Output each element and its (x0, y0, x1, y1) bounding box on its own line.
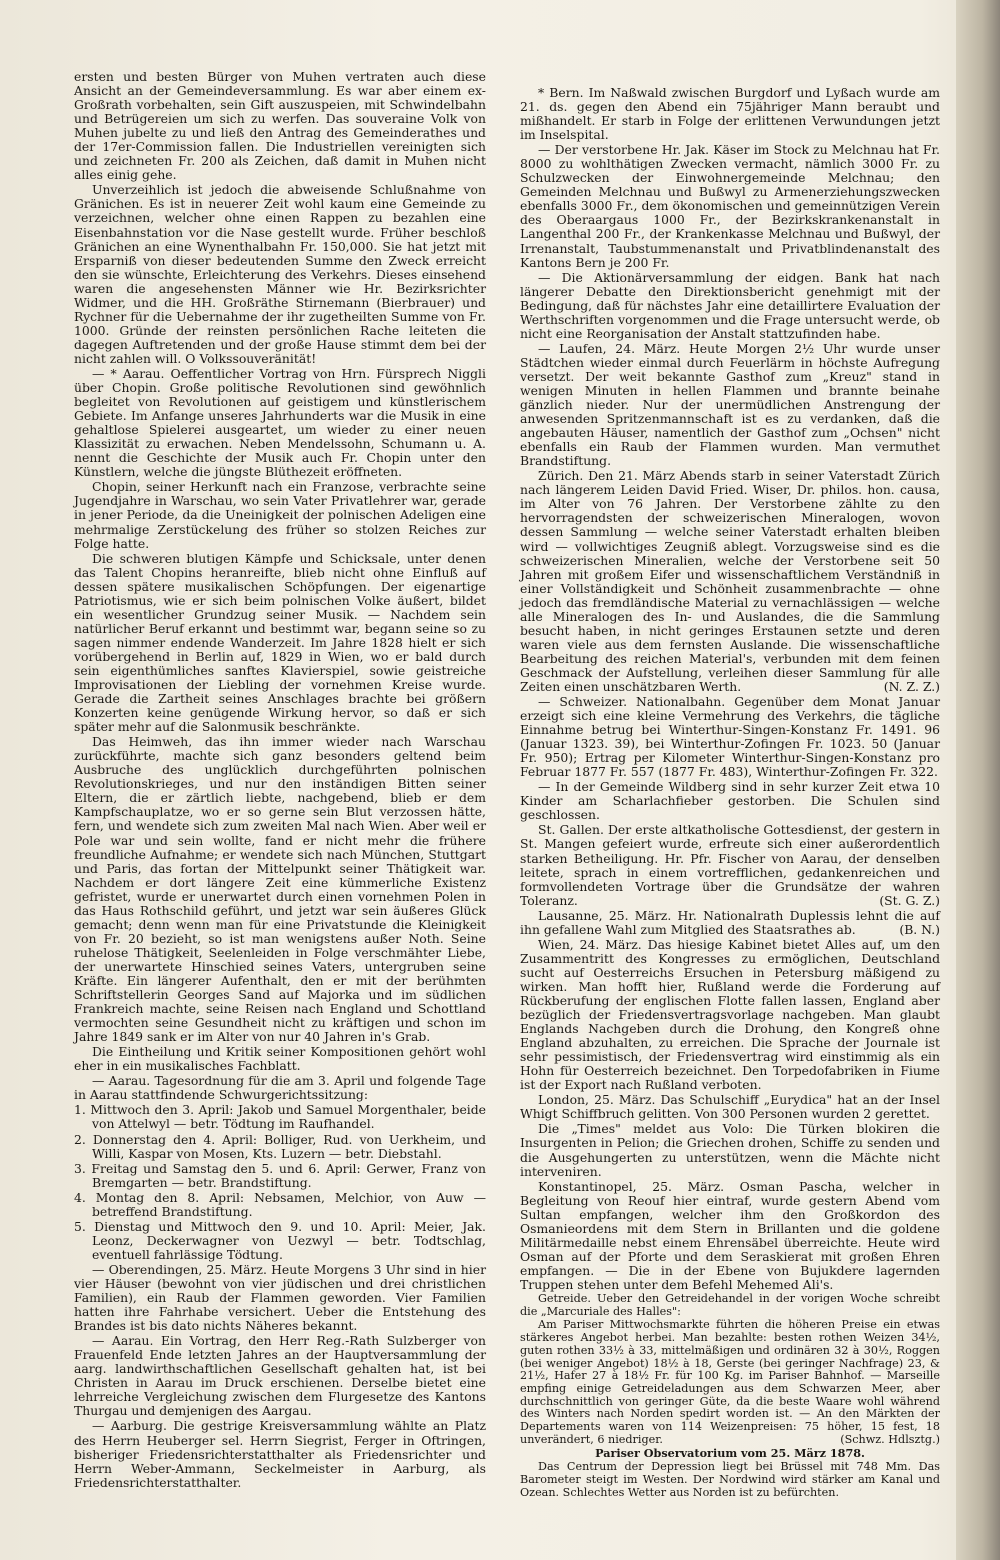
paragraph-text: Die schweren blutigen Kämpfe und Schicksale, unter denen das Talent Chopins heranreifte, blieb nicht ohne Einfluß auf dessen spätere musikalischen Schöpfungen. Der eigenartige Patriotismus, wie er sich beim polnischen Volke äußert, bildet ein wesentlicher Grundzug seiner Musik. — Nachdem sein natürlicher Beruf erkannt und bestimmt war, begann seine so zu sagen nimmer endende Wanderzeit. Im Jahre 1828 hielt er sich vorübergehend in Berlin auf, 1829 in Wien, wo er bald durch sein eigenthümliches sanftes Klavierspiel, sowie geistreiche Improvisationen der Liebling der vornehmen Kreise wurde. Gerade die Zartheit seines Anschlages brachte bei größern Konzerten keine genügende Wirkung hervor, so daß er sich später mehr auf die Salonmusik beschränkte. (74, 550, 486, 735)
paragraph-text: Lausanne, 25. März. Hr. Nationalrath Duplessis lehnt die auf ihn gefallene Wahl zum Mitglied des Staatsrathes ab. (520, 907, 940, 937)
right-column-paragraph (520, 780, 940, 822)
right-column (520, 86, 940, 1500)
left-column (74, 70, 486, 1491)
paragraph-text: — In der Gemeinde Wildberg sind in sehr kurzer Zeit etwa 10 Kinder am Scharlachfieber gestorben. Die Schulen sind geschlossen. (520, 779, 940, 823)
left-column-paragraph (74, 1263, 486, 1333)
paragraph-text: Am Pariser Mittwochsmarkte führten die höheren Preise ein etwas stärkeres Angebot herbei. Man bezahlte: besten rothen Weizen 34½, guten rothen 33½ à 33, mittelmäßigen und ordinären 32 à 30½, Roggen (bei weniger Angebot) 18½ à 18, Gerste (bei geringer Nachfrage) 23, & 21½, Hafer 27 à 18½ Fr. für 100 Kg. im Pariser Bahnhof. — Marseille empfing einige Getreideladungen aus dem Schwarzen Meer, aber durchschnittlich von geringer Güte, da die beste Waare wohl während des Winters nach Norden spedirt worden ist. — An den Märkten der Departements waren von 114 Weizenpreisen: 75 höher, 15 fest, 18 unverändert, 6 niedriger. (520, 1318, 940, 1446)
right-column-paragraph (520, 143, 940, 269)
paragraph-text: — Aarburg. Die gestrige Kreisversammlung wählte an Platz des Herrn Heuberger sel. Herrn Siegrist, Ferger in Oftringen, bisheriger Friedensrichterstatthalter als Friedensrichter und Herrn Weber-Ammann, Seckelmeister in Aarburg, als Friedensrichterstatthalter. (74, 1418, 486, 1490)
source-signature: (N. Z. Z.) (883, 678, 940, 694)
right-column-paragraph (520, 1122, 940, 1178)
paragraph-text: 5. Dienstag und Mittwoch den 9. und 10. April: Meier, Jak. Leonz, Deckerwagner von Uezwyl — betr. Todtschlag, eventuell fahrlässige Tödtung. (74, 1218, 486, 1262)
left-column-paragraph (74, 1045, 486, 1073)
right-column-paragraph (520, 1461, 940, 1499)
paragraph-text: Pariser Observatorium vom 25. März 1878. (595, 1446, 865, 1461)
paragraph-text: — Laufen, 24. März. Heute Morgen 2½ Uhr wurde unser Städtchen wieder einmal durch Feuerlärm in höchste Aufregung versetzt. Der weit bekannte Gasthof zum „Kreuz" stand in wenigen Minuten in hellen Flammen und brannte beinahe gänzlich nieder. Nur der unermüdlichen Anstrengung der anwesenden Spritzenmannschaft ist es zu verdanken, daß die angebauten Häuser, namentlich der Gasthof zum „Ochsen" nicht ebenfalls ein Raub der Flammen wurden. Man vermuthet Brandstiftung. (520, 340, 940, 469)
paragraph-text: Unverzeihlich ist jedoch die abweisende Schlußnahme von Gränichen. Es ist in neuerer Zeit wohl kaum eine Gemeinde zu verzeichnen, welcher ohne einen Rappen zu bezahlen eine Eisenbahnstation vor die Nase gestellt wurde. Früher beschloß Gränichen an eine Wynenthalbahn Fr. 150,000. Sie hat jetzt mit Ersparniß von dieser bedeutenden Summe den Zweck erreicht den sie wünschte, Erleichterung des Verkehrs. Dieses einsehend waren die angesehensten Männer wie Hr. Bezirksrichter Widmer, und die HH. Großräthe Stirnemann (Bierbrauer) und Rychner für die Uebernahme der ihr zugetheilten Summe von Fr. 1000. Gründe der reinsten persönlichen Rache leiteten die dagegen Auftretenden und der große Hause stimmt dem bei der nicht zahlen will. O Volkssouveränität! (74, 182, 486, 366)
paragraph-text: — Aarau. Ein Vortrag, den Herr Reg.-Rath Sulzberger von Frauenfeld Ende letzten Jahres an der Hauptversammlung der aarg. landwirthschaftlichen Gesellschaft gehalten hat, ist bei Christen in Aarau im Druck erschienen. Derselbe bietet eine lehrreiche Vergleichung zwischen dem Flurgesetze des Kantons Thurgau und demjenigen des Aargau. (74, 1333, 486, 1419)
paragraph-text: — Schweizer. Nationalbahn. Gegenüber dem Monat Januar erzeigt sich eine kleine Vermehrung des Verkehrs, die tägliche Einnahme betrug bei Winterthur-Singen-Konstanz Fr. 1491. 96 (Januar 1323. 39), bei Winterthur-Zofingen Fr. 1023. 50 (Januar Fr. 950); Ertrag per Kilometer Winterthur-Singen-Konstanz pro Februar 1877 Fr. 557 (1877 Fr. 483), Winterthur-Zofingen Fr. 322. (520, 694, 940, 780)
right-column-paragraph (520, 1293, 940, 1318)
right-column-paragraph (520, 86, 940, 142)
right-column-paragraph (520, 342, 940, 468)
paragraph-text: 3. Freitag und Samstag den 5. und 6. April: Gerwer, Franz von Bremgarten — betr. Brandstiftung. (74, 1160, 486, 1190)
right-column-paragraph (520, 1447, 940, 1460)
book-spine-shadow (956, 0, 1000, 1560)
left-column-paragraph (74, 1074, 486, 1102)
source-signature: (Schwz. Hdlsztg.) (840, 1432, 940, 1446)
paragraph-text: 4. Montag den 8. April: Nebsamen, Melchior, von Auw — betreffend Brandstiftung. (74, 1189, 486, 1219)
left-column-paragraph (74, 735, 486, 1044)
paragraph-text: 2. Donnerstag den 4. April: Bolliger, Rud. von Uerkheim, und Willi, Kaspar von Mosen, Kts. Luzern — betr. Diebstahl. (74, 1131, 486, 1161)
paragraph-text: Konstantinopel, 25. März. Osman Pascha, welcher in Begleitung von Reouf hier eintraf, wurde gestern Abend vom Sultan empfangen, welcher ihm den Großkordon des Osmanieordens mit dem Stern in Brillanten und die goldene Militärmedaille nebst einem Ehrensäbel überreichte. Heute wird Osman auf der Pforte und dem Seraskierat mit großen Ehren empfangen. — Die in der Ebene von Bujukdere lagernden Truppen stehen unter dem Befehl Mehemed Ali's. (520, 1178, 940, 1292)
paragraph-text: St. Gallen. Der erste altkatholische Gottesdienst, der gestern in St. Mangen gefeiert wurde, erfreute sich einer außerordentlich starken Betheiligung. Hr. Pfr. Fischer von Aarau, der denselben leitete, sprach in einem vortrefflichen, gedankenreichen und formvollendeten Vortrage über die Grundsätze der wahren Toleranz. (520, 822, 940, 908)
right-column-paragraph (520, 823, 940, 907)
left-column-paragraph (74, 1162, 486, 1190)
left-column-paragraph (74, 183, 486, 366)
right-column-paragraph (520, 1180, 940, 1292)
right-column-paragraph (520, 1093, 940, 1121)
left-column-paragraph (74, 1334, 486, 1418)
left-column-paragraph (74, 1103, 486, 1131)
paragraph-text: — Oberendingen, 25. März. Heute Morgens 3 Uhr sind in hier vier Häuser (bewohnt von vier jüdischen und drei christlichen Familien), ein Raub der Flammen geworden. Vier Familien hatten ihre Fahrhabe versichert. Ueber die Entstehung des Brandes ist bis dato nichts Näheres bekannt. (74, 1261, 486, 1334)
left-column-paragraph (74, 1419, 486, 1489)
paragraph-text: Chopin, seiner Herkunft nach ein Franzose, verbrachte seine Jugendjahre in Warschau, wo sein Vater Privatlehrer war, gerade in jener Periode, da die Uneinigkeit der polnischen Adeligen eine mehrmalige Zerstückelung des früher so stolzen Reiches zur Folge hatte. (74, 479, 486, 551)
left-column-paragraph (74, 70, 486, 182)
left-column-paragraph (74, 1191, 486, 1219)
right-column-paragraph (520, 271, 940, 341)
left-column-paragraph (74, 552, 486, 735)
paragraph-text: — Die Aktionärversammlung der eidgen. Bank hat nach längerer Debatte den Direktionsbericht genehmigt mit der Bedingung, daß für nächstes Jahr eine detaillirtere Evaluation der Werthschriften vorgenommen und die Frage untersucht werde, ob nicht eine Reorganisation der Anstalt stattzufinden habe. (520, 269, 940, 341)
right-column-paragraph (520, 469, 940, 694)
left-column-paragraph (74, 367, 486, 479)
paragraph-text: 1. Mittwoch den 3. April: Jakob und Samuel Morgenthaler, beide von Attelwyl — betr. Tödtung im Raufhandel. (74, 1102, 486, 1132)
right-column-paragraph (520, 695, 940, 779)
source-signature: (B. N.) (899, 921, 940, 937)
paragraph-text: Das Heimweh, das ihn immer wieder nach Warschau zurückführte, machte sich ganz besonders geltend beim Ausbruche des unglücklich durchgeführten polnischen Revolutionskrieges, und nur den inständigen Bitten seiner Eltern, die er zärtlich liebte, nachgebend, blieb er dem Kampfschauplatze, wo er so gerne sein Blut verzossen hätte, fern, und wendete sich zum zweiten Mal nach Wien. Aber weil er Pole war und sein wollte, fand er nicht mehr die frühere freundliche Aufnahme; er wendete sich nach München, Stuttgart und Paris, das fortan der Mittelpunkt seiner Thätigkeit war. Nachdem er dort längere Zeit eine kümmerliche Existenz gefristet, wurde er unerwartet durch einen vornehmen Polen in das Haus Rothschild geführt, und jetzt war sein äußeres Glück gemacht; denn wenn man für eine Privatstunde die Kleinigkeit von Fr. 20 bezieht, so ist man wenigstens außer Noth. Seine ruhelose Thätigkeit, Seelenleiden in Folge verschmähter Liebe, der unerwartete Hinschied seines Vaters, untergruben seine Kräfte. Ein längerer Aufenthalt, den er mit der berühmten Schriftstellerin Georges Sand auf Majorka und im südlichen Frankreich machte, seine Reisen nach England und Schottland vermochten seine Gesundheit nicht zu kräftigen und schon im Jahre 1849 sank er im Alter von nur 40 Jahren in's Grab. (74, 734, 486, 1045)
right-column-paragraph (520, 1319, 940, 1446)
paragraph-text: Die „Times" meldet aus Volo: Die Türken blokiren die Insurgenten in Pelion; die Griechen drohen, Schiffe zu senden und die Ausgehungerten zu unterstützen, wenn die Mächte nicht interveniren. (520, 1121, 940, 1179)
paragraph-text: Getreide. Ueber den Getreidehandel in der vorigen Woche schreibt die „Marcuriale des Halles": (520, 1291, 940, 1318)
paragraph-text: — * Aarau. Oeffentlicher Vortrag von Hrn. Fürsprech Niggli über Chopin. Große politische Revolutionen sind gewöhnlich begleitet von Revolutionen auf geistigem und künstlerischem Gebiete. Im Anfange unseres Jahrhunderts war die Musik in eine gehaltlose Spielerei ausgeartet, um wieder zu einer neuen Klassizität zu erwachen. Neben Mendelssohn, Schumann u. A. nennt die Geschichte der Musik auch Fr. Chopin unter den Künstlern, welche die jüngste Blüthezeit eröffneten. (74, 365, 486, 480)
paragraph-text: — Der verstorbene Hr. Jak. Käser im Stock zu Melchnau hat Fr. 8000 zu wohlthätigen Zwecken vermacht, nämlich 3000 Fr. zu Schulzwecken der Einwohnergemeinde Melchnau; den Gemeinden Melchnau und Bußwyl zu Armenerziehungszwecken ebenfalls 3000 Fr., dem ökonomischen und gemeinnützigen Verein des Oberaargaus 1000 Fr., der Bezirkskrankenanstalt in Langenthal 200 Fr., der Krankenkasse Melchnau und Bußwyl, der Irrenanstalt, Taubstummenanstalt und Privatblindenanstalt des Kantons Bern je 200 Fr. (520, 142, 940, 270)
paragraph-text: * Bern. Im Naßwald zwischen Burgdorf und Lyßach wurde am 21. ds. gegen den Abend ein 75jähriger Mann beraubt und mißhandelt. Er starb in Folge der erlittenen Verwundungen jetzt im Inselspital. (520, 85, 940, 143)
left-column-paragraph (74, 1133, 486, 1161)
left-column-paragraph (74, 1220, 486, 1262)
source-signature: (St. G. Z.) (879, 892, 940, 908)
paragraph-text: Die Eintheilung und Kritik seiner Kompositionen gehört wohl eher in ein musikalisches Fachblatt. (74, 1044, 486, 1074)
paragraph-text: Wien, 24. März. Das hiesige Kabinet bietet Alles auf, um den Zusammentritt des Kongresses zu ermöglichen, Deutschland sucht auf Oesterreichs Ersuchen in Petersburg mäßigend zu wirken. Man hofft hier, Rußland werde die Forderung auf Rückberufung der englischen Flotte fallen lassen, England aber bezüglich der Friedensvertragsvorlage nachgeben. Man glaubt Englands Nachgeben durch die Drohung, den Kongreß ohne England abzuhalten, zu erreichen. Die Sprache der Journale ist sehr pessimistisch, der Friedensvertrag wird einstimmig als ein Hohn für Oesterreich bezeichnet. Den Torpedofabriken in Fiume ist der Export nach Rußland verboten. (520, 936, 940, 1093)
paragraph-text: — Aarau. Tagesordnung für die am 3. April und folgende Tage in Aarau stattfindende Schwurgerichtssitzung: (74, 1073, 486, 1103)
paragraph-text: Zürich. Den 21. März Abends starb in seiner Vaterstadt Zürich nach längerem Leiden David Fried. Wiser, Dr. philos. hon. causa, im Alter von 76 Jahren. Der Verstorbene zählte zu den hervorragendsten der schweizerischen Mineralogen, wovon dessen Sammlung — welche seiner Vaterstadt erhalten bleiben wird — vollwichtiges Zeugniß ablegt. Vorzugsweise sind es die schweizerischen Mineralien, welche der Verstorbene seit 50 Jahren mit großem Eifer und wissenschaftlichem Verständniß in einer Vollständigkeit und Schönheit zusammenbrachte — ohne jedoch das fremdländische Material zu vernachlässigen — welche alle Mineralogen des In- und Auslandes, die die Sammlung besucht haben, in nicht geringes Erstaunen setzte und deren waren viele aus dem fernsten Auslande. Die wissenschaftliche Bearbeitung des reichen Material's, verbunden mit dem feinen Geschmack der Aufstellung, verleihen dieser Sammlung für alle Zeiten einen unschätzbaren Werth. (520, 468, 940, 694)
right-column-paragraph (520, 938, 940, 1093)
left-column-paragraph (74, 480, 486, 550)
paragraph-text: ersten und besten Bürger von Muhen vertraten auch diese Ansicht an der Gemeindeversammlung. Es war aber einem ex-Großrath vorbehalten, sein Gift auszuspeien, mit Schwindelbahn und Betrügereien um sich zu werfen. Das souveraine Volk von Muhen jubelte zu und ließ den Antrag des Gemeinderathes und der 17er-Commission fallen. Die Industriellen vereinigten sich und zeichneten Fr. 200 als Zeichen, daß damit in Muhen nicht alles einig gehe. (74, 69, 486, 183)
right-column-paragraph (520, 909, 940, 937)
paragraph-text: Das Centrum der Depression liegt bei Brüssel mit 748 Mm. Das Barometer steigt im Westen. Der Nordwind wird stärker am Kanal und Ozean. Schlechtes Wetter aus Norden ist zu befürchten. (520, 1460, 940, 1499)
paragraph-text: London, 25. März. Das Schulschiff „Eurydica" hat an der Insel Whigt Schiffbruch gelitten. Von 300 Personen wurden 2 gerettet. (520, 1092, 940, 1122)
